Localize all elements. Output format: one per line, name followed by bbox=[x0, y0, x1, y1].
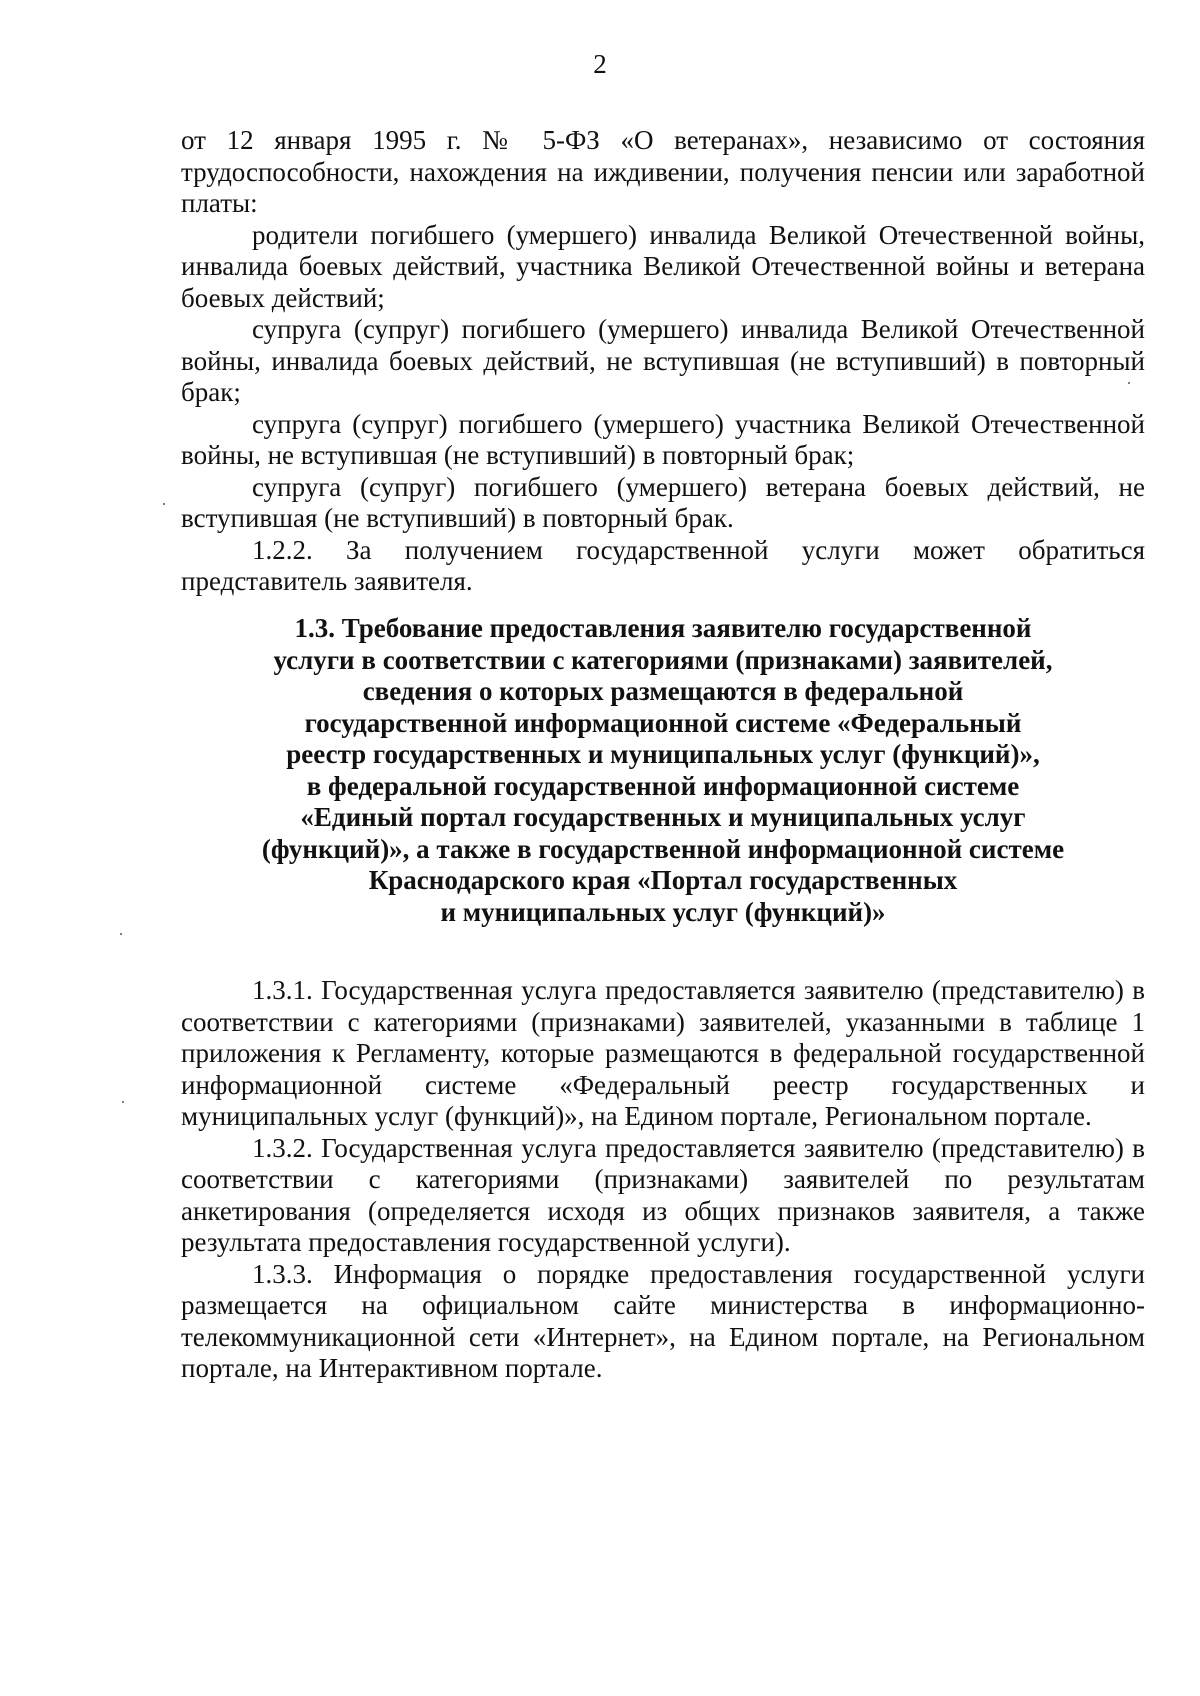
heading-line: (функций)», а также в государственной информационной системе bbox=[261, 833, 1065, 864]
heading-line: реестр государственных и муниципальных услуг (функций)», bbox=[286, 739, 1040, 769]
scan-speck bbox=[1128, 382, 1130, 384]
heading-line: 1.3. Требование предоставления заявителю государственной bbox=[294, 613, 1032, 643]
intro-text-block bbox=[181, 125, 1145, 598]
heading-line: в федеральной государственной информационной системе bbox=[306, 770, 1020, 801]
scan-speck bbox=[120, 933, 122, 935]
section-text-block bbox=[181, 975, 1145, 1385]
paragraph: родители погибшего (умершего) инвалида Великой Отечественной войны, инвалида боевых действий, участника Великой Отечественной войны и ветерана боевых действий; bbox=[181, 219, 1145, 313]
section-heading bbox=[181, 613, 1145, 928]
heading-line: государственной информационной системе «Федеральный bbox=[304, 707, 1022, 738]
scan-speck bbox=[122, 1101, 124, 1103]
paragraph: 1.3.2. Государственная услуга предоставляется заявителю (представителю) в соответствии с категориями (признаками) заявителей по результатам анкетирования (определяется исходя из общих признаков заявителя, а также результата предоставления государственной услуги). bbox=[181, 1132, 1145, 1257]
paragraph: 1.2.2. За получением государственной услуги может обратиться представитель заявителя. bbox=[181, 534, 1145, 596]
paragraph: 1.3.1. Государственная услуга предоставляется заявителю (представителю) в соответствии с категориями (признаками) заявителей, указанными в таблице 1 приложения к Регламенту, которые размещаются в федеральной государственной информационной системе «Федеральный реестр государственных и муниципальных услуг (функций)», на Едином портале, Региональном портале. bbox=[181, 975, 1145, 1131]
heading-line: услуги в соответствии с категориями (признаками) заявителей, bbox=[273, 644, 1053, 675]
paragraph: от 12 января 1995 г. № 5-ФЗ «О ветеранах», независимо от состояния трудоспособности, нахождения на иждивении, получения пенсии или заработной платы: bbox=[181, 125, 1145, 218]
page-number: 2 bbox=[593, 49, 607, 79]
paragraph: супруга (супруг) погибшего (умершего) инвалида Великой Отечественной войны, инвалида боевых действий, не вступившая (не вступивший) в повторный брак; bbox=[181, 314, 1145, 407]
heading-line: сведения о которых размещаются в федеральной bbox=[362, 676, 964, 706]
heading-line: Краснодарского края «Портал государственных bbox=[368, 865, 958, 895]
paragraph: супруга (супруг) погибшего (умершего) ветерана боевых действий, не вступившая (не вступивший) в повторный брак. bbox=[181, 471, 1145, 533]
scan-speck bbox=[163, 503, 165, 505]
paragraph: супруга (супруг) погибшего (умершего) участника Великой Отечественной войны, не вступившая (не вступивший) в повторный брак; bbox=[181, 408, 1145, 470]
heading-line: и муниципальных услуг (функций)» bbox=[440, 896, 886, 927]
paragraph: 1.3.3. Информация о порядке предоставления государственной услуги размещается на официальном сайте министерства в информационно-телекоммуникационной сети «Интернет», на Едином портале, на Региональном портале, на Интерактивном портале. bbox=[181, 1258, 1145, 1383]
heading-line: «Единый портал государственных и муниципальных услуг bbox=[300, 802, 1026, 832]
